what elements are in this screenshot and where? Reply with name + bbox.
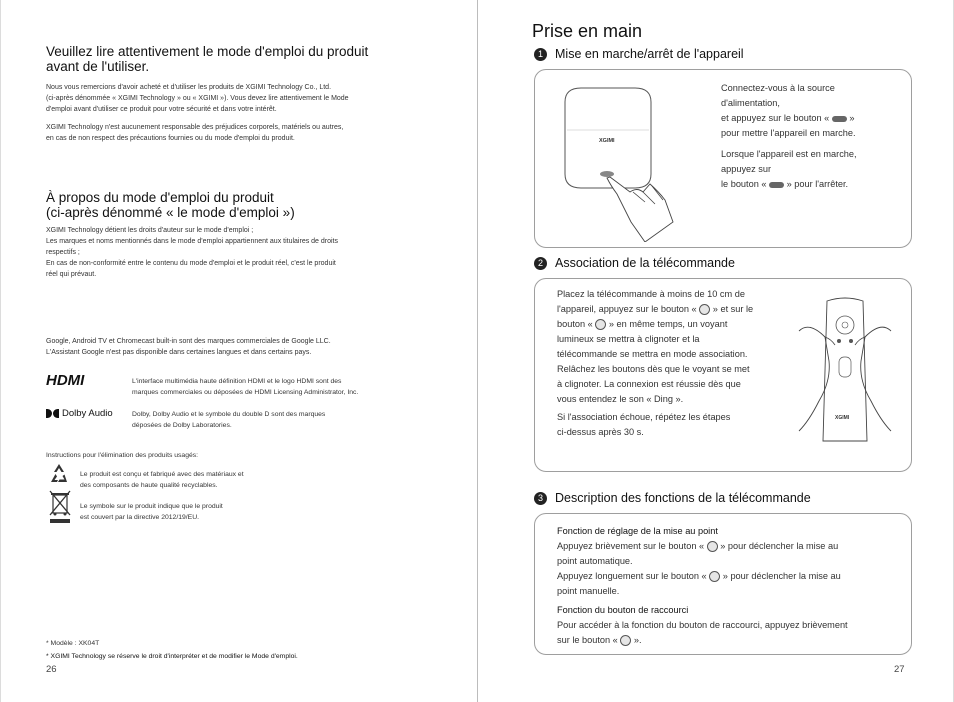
dolby-audio-logo: Dolby Audio — [46, 406, 122, 421]
back-button-icon — [595, 319, 606, 330]
projector-hand-illustration — [555, 82, 685, 242]
model-footnote: * Modèle : XK04T — [46, 639, 100, 647]
pairing-instructions: Placez la télécommande à moins de 10 cm de l'appareil, appuyez sur le bouton « » et sur le bouton « » en même temps, un voyant lumineux se mettra à clignoter et la télécommande se mettra en mode association. Relâchez les boutons dès que le voyant se met à clignoter. La connexion est réussie dès que vous entendez le son « Ding ». — [557, 289, 754, 404]
section-1-header — [534, 47, 744, 61]
right-page — [478, 0, 954, 702]
google-trademark-paragraph: Google, Android TV et Chromecast built-in sont des marques commerciales de Google LLC. L'Assistant Google n'est pas disponible dans certaines langues et dans certains pays. — [46, 338, 331, 356]
svg-text:HDMI: HDMI — [46, 372, 85, 387]
svg-text:XGIMI: XGIMI — [599, 138, 615, 144]
recycle-icon — [47, 462, 71, 486]
dolby-dd-icon — [46, 409, 59, 418]
left-edge — [0, 0, 1, 702]
section-3-box — [534, 513, 912, 655]
pairing-retry-text: Si l'association échoue, répétez les étapes ci-dessus après 30 s. — [557, 412, 731, 437]
section-2-number: 2 — [534, 257, 547, 270]
weee-text: Le symbole sur le produit indique que le produit est couvert par la directive 2012/19/EU. — [80, 502, 223, 521]
section-2-header — [534, 256, 735, 270]
page-title: Prise en main — [532, 21, 643, 41]
intro-paragraph: Nous vous remercions d'avoir acheté et d'utiliser les produits de XGIMI Technology Co., Ltd. (ci-après dénommée « XGIMI Technology » ou « XGIMI »). Vous devez lire attentivement le Mode d'emploi avant d'utiliser ce produit pour votre sécurité et dans votre intérêt. — [46, 84, 349, 113]
heading-about-manual: À propos du mode d'emploi du produit (ci-après dénommé « le mode d'emploi ») — [46, 190, 295, 220]
recycle-text: Le produit est conçu et fabriqué avec des matériaux et des composants de haute qualité recyclables. — [80, 470, 244, 489]
weee-bin-icon — [49, 490, 71, 524]
power-button-icon — [832, 116, 847, 122]
section-1-title: Mise en marche/arrêt de l'appareil — [555, 47, 744, 61]
dolby-trademark-text: Dolby, Dolby Audio et le symbole du double D sont des marques déposées de Dolby Laboratories. — [132, 410, 326, 429]
section-3-title: Description des fonctions de la télécommande — [555, 491, 811, 505]
power-button-icon-2 — [769, 182, 784, 188]
power-off-text: Lorsque l'appareil est en marche, appuyez sur le bouton « » pour l'arrêter. — [721, 149, 857, 189]
hdmi-trademark-text: L'interface multimédia haute définition HDMI et le logo HDMI sont des marques commerciales ou déposées de HDMI Licensing Administrator, Inc. — [132, 377, 359, 396]
page-number-right: 27 — [894, 664, 905, 675]
focus-button-icon — [707, 541, 718, 552]
svg-text:XGIMI: XGIMI — [835, 415, 850, 421]
home-button-icon — [699, 304, 710, 315]
remote-hands-illustration — [789, 291, 901, 451]
section-3-number: 3 — [534, 492, 547, 505]
section-2-title: Association de la télécommande — [555, 256, 735, 270]
rights-footnote: * XGIMI Technology se réserve le droit d'interpréter et de modifier le Mode d'emploi. — [46, 652, 298, 660]
section-1-box — [534, 69, 912, 248]
focus-button-icon-2 — [709, 571, 720, 582]
hdmi-logo — [46, 372, 110, 387]
section-1-number: 1 — [534, 48, 547, 61]
disposal-title: Instructions pour l'élimination des produits usagés: — [46, 451, 199, 459]
section-2-box — [534, 278, 912, 472]
shortcut-function-text: Pour accéder à la fonction du bouton de raccourci, appuyez brièvement sur le bouton « ». — [557, 620, 848, 645]
power-on-text: Connectez-vous à la source d'alimentation, et appuyez sur le bouton « » pour mettre l'appareil en marche. — [721, 83, 856, 138]
copyright-paragraph: XGIMI Technology détient les droits d'auteur sur le mode d'emploi ; Les marques et noms mentionnés dans le mode d'emploi appartiennent aux titulaires de droits respectifs ; En cas de non-conformité entre le contenu du mode d'emploi et le produit réel, c'est le produit réel qui prévaut. — [46, 227, 339, 278]
focus-function-title: Fonction de réglage de la mise au point — [557, 526, 718, 536]
heading-read-manual: Veuillez lire attentivement le mode d'emploi du produit avant de l'utiliser. — [46, 44, 369, 74]
page-number-left: 26 — [46, 664, 57, 675]
shortcut-button-icon — [620, 635, 631, 646]
section-3-header — [534, 491, 811, 505]
focus-function-text: Appuyez brièvement sur le bouton « » pour déclencher la mise au point automatique. Appuyez longuement sur le bouton « » pour déclencher la mise au point manuelle. — [557, 541, 841, 596]
shortcut-function-title: Fonction du bouton de raccourci — [557, 605, 689, 615]
liability-paragraph: XGIMI Technology n'est aucunement responsable des préjudices corporels, matériels ou autres, en cas de non respect des précautions fournies ou du mode d'emploi du produit. — [46, 124, 344, 142]
